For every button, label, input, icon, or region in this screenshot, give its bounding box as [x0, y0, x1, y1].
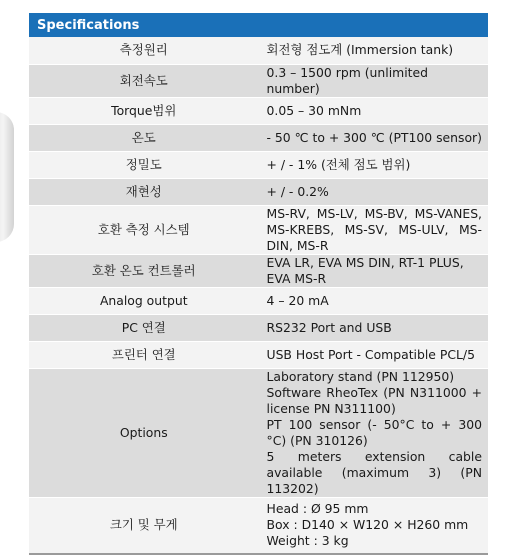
row-label: Options	[29, 368, 259, 497]
size-weight-list	[259, 497, 489, 554]
size-item: Weight : 3 kg	[266, 533, 349, 549]
row-label: 크기 및 무게	[29, 497, 259, 554]
row-label: PC 연결	[29, 314, 259, 341]
row-label: 프린터 연결	[29, 341, 259, 368]
row-value: EVA LR, EVA MS DIN, RT-1 PLUS, EVA MS-R	[259, 254, 489, 287]
table-row	[29, 314, 488, 341]
row-label: 측정원리	[29, 37, 259, 64]
row-value: RS232 Port and USB	[259, 314, 489, 341]
row-value: - 50 ℃ to + 300 ℃ (PT100 sensor)	[259, 124, 489, 151]
row-label: 호환 온도 컨트롤러	[29, 254, 259, 287]
option-item: Laboratory stand (PN 112950)	[266, 368, 455, 384]
row-label: 온도	[29, 124, 259, 151]
row-value: + / - 1% (전체 점도 범위)	[259, 151, 489, 178]
row-label: 재현성	[29, 178, 259, 205]
row-label: 정밀도	[29, 151, 259, 178]
option-item: Software RheoTex (PN N311000 + license PN N311100)	[266, 384, 482, 416]
table-row	[29, 497, 488, 554]
row-value: USB Host Port - Compatible PCL/5	[259, 341, 489, 368]
options-list	[259, 368, 489, 497]
size-item: Head : Ø 95 mm	[266, 501, 369, 517]
device-photo-edge	[0, 112, 14, 242]
table-row	[29, 205, 488, 254]
row-value: + / - 0.2%	[259, 178, 489, 205]
table-row	[29, 151, 488, 178]
option-item: PT 100 sensor (- 50°C to + 300 °C) (PN 310126)	[266, 416, 482, 448]
specifications-table	[29, 13, 488, 555]
table-row	[29, 97, 488, 124]
table-row	[29, 124, 488, 151]
option-item: 5 meters extension cable available (maximum 3) (PN 113202)	[266, 448, 482, 496]
row-label: Analog output	[29, 287, 259, 314]
row-label: 호환 측정 시스템	[29, 205, 259, 254]
table-header: Specifications	[29, 13, 488, 37]
row-value: 0.3 – 1500 rpm (unlimited number)	[259, 64, 489, 97]
row-label: Torque범위	[29, 97, 259, 124]
table-row	[29, 254, 488, 287]
table-row	[29, 368, 488, 497]
table-row	[29, 287, 488, 314]
row-value: MS-RV, MS-LV, MS-BV, MS-VANES, MS-KREBS, MS-SV, MS-ULV, MS-DIN, MS-R	[259, 205, 489, 254]
row-value: 4 – 20 mA	[259, 287, 489, 314]
size-item: Box : D140 × W120 × H260 mm	[266, 517, 469, 533]
row-value: 0.05 – 30 mNm	[259, 97, 489, 124]
row-label: 회전속도	[29, 64, 259, 97]
table-row	[29, 341, 488, 368]
table-row	[29, 64, 488, 97]
row-value: 회전형 점도계 (Immersion tank)	[259, 37, 489, 64]
table-row	[29, 37, 488, 64]
table-row	[29, 178, 488, 205]
